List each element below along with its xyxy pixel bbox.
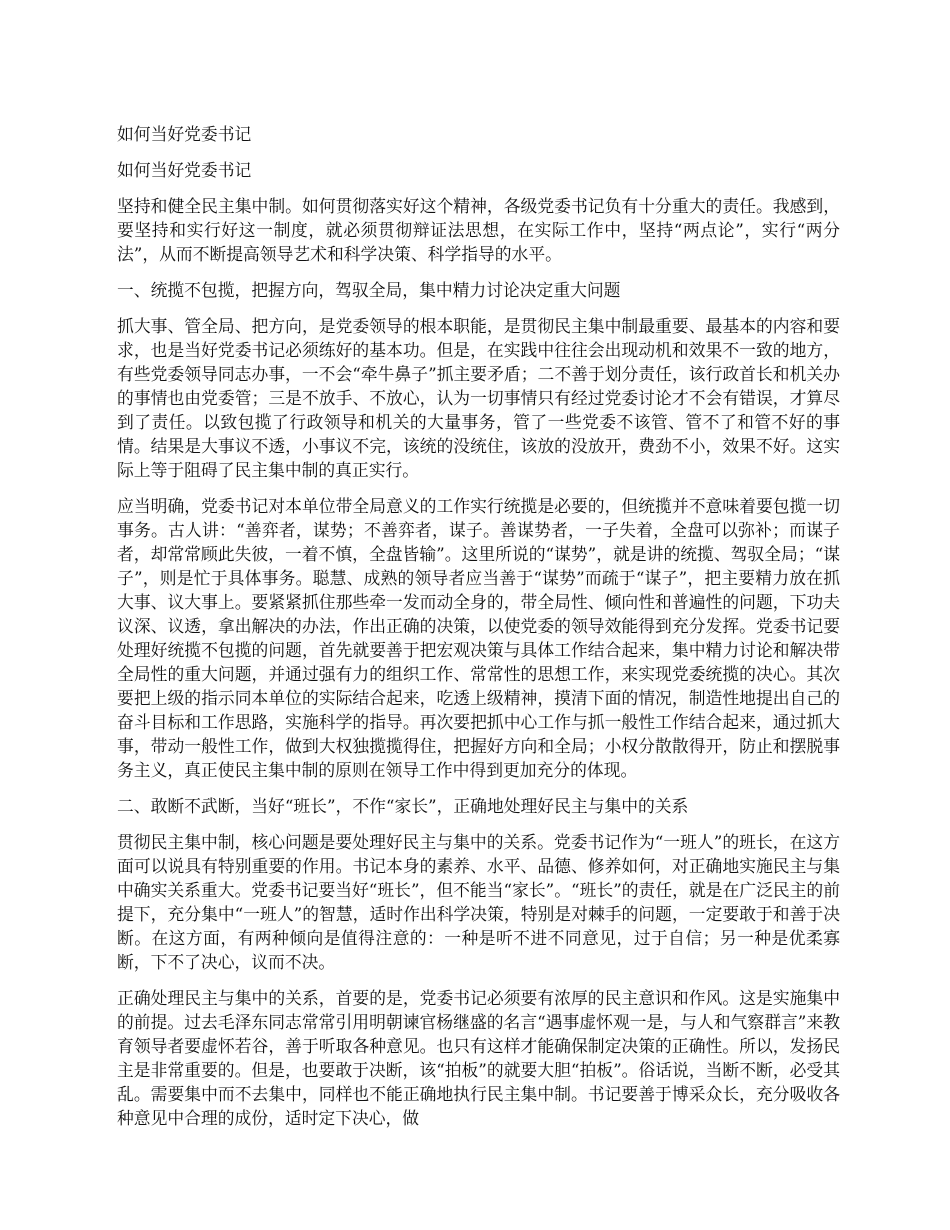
section-heading-1: 一、统揽不包揽，把握方向，驾驭全局，集中精力讨论决定重大问题 [117,280,621,300]
document-title: 如何当好党委书记 [117,124,252,144]
body-paragraph: 抓大事、管全局、把方向，是党委领导的根本职能，是贯彻民主集中制最重要、最基本的内容和要求，也是当好党委书记必须练好的基本功。但是，在实践中往往会出现动机和效果不一致的地方，有些党委领导同志办事，一不会“牵牛鼻子”抓主要矛盾；二不善于划分责任，该行政首长和机关办的事情也由党委管；三是不放手、不放心，认为一切事情只有经过党委讨论才不会有错误，才算尽到了责任。以致包揽了行政领导和机关的大量事务，管了一些党委不该管、管不了和管不好的事情。结果是大事议不透，小事议不完，该统的没统住，该放的没放开，费劲不小，效果不好。这实际上等于阻碍了民主集中制的真正实行。 [117,316,840,480]
section-heading-2: 二、敢断不武断，当好“班长”，不作“家长”，正确地处理好民主与集中的关系 [117,796,689,816]
body-paragraph: 正确处理民主与集中的关系，首要的是，党委书记必须要有浓厚的民主意识和作风。这是实施集中的前提。过去毛泽东同志常常引用明朝谏官杨继盛的名言“遇事虚怀观一是，与人和气察群言”来教育领导者要虚怀若谷，善于听取各种意见。也只有这样才能确保制定决策的正确性。所以，发扬民主是非常重要的。但是，也要敢于决断，该“拍板”的就要大胆“拍板”。俗话说，当断不断，必受其乱。需要集中而不去集中，同样也不能正确地执行民主集中制。书记要善于博采众长，充分吸收各种意见中合理的成份，适时定下决心，做 [117,988,840,1128]
intro-paragraph: 坚持和健全民主集中制。如何贯彻落实好这个精神，各级党委书记负有十分重大的责任。我感到，要坚持和实行好这一制度，就必须贯彻辩证法思想，在实际工作中，坚持“两点论”，实行“两分法”，从而不断提高领导艺术和科学决策、科学指导的水平。 [117,196,840,264]
document-subtitle: 如何当好党委书记 [117,160,252,180]
document-body [117,122,840,1142]
body-paragraph: 贯彻民主集中制，核心问题是要处理好民主与集中的关系。党委书记作为“一班人”的班长，在这方面可以说具有特别重要的作用。书记本身的素养、水平、品德、修养如何，对正确地实施民主与集中确实关系重大。党委书记要当好“班长”，但不能当“家长”。“班长”的责任，就是在广泛民主的前提下，充分集中“一班人”的智慧，适时作出科学决策，特别是对棘手的问题，一定要敢于和善于决断。在这方面，有两种倾向是值得注意的：一种是听不进不同意见，过于自信；另一种是优柔寡断，下不了决心，议而不决。 [117,832,840,972]
body-paragraph: 应当明确，党委书记对本单位带全局意义的工作实行统揽是必要的，但统揽并不意味着要包揽一切事务。古人讲：“善弈者，谋势；不善弈者，谋子。善谋势者，一子失着，全盘可以弥补；而谋子者，却常常顾此失彼，一着不慎，全盘皆输”。这里所说的“谋势”，就是讲的统揽、驾驭全局；“谋子”，则是忙于具体事务。聪慧、成熟的领导者应当善于“谋势”而疏于“谋子”，把主要精力放在抓大事、议大事上。要紧紧抓住那些牵一发而动全身的，带全局性、倾向性和普遍性的问题，下功夫议深、议透，拿出解决的办法，作出正确的决策，以使党委的领导效能得到充分发挥。党委书记要处理好统揽不包揽的问题，首先就要善于把宏观决策与具体工作结合起来，集中精力讨论和解决带全局性的重大问题，并通过强有力的组织工作、常常性的思想工作，来实现党委统揽的决心。其次要把上级的指示同本单位的实际结合起来，吃透上级精神，摸清下面的情况，制造性地提出自己的奋斗目标和工作思路，实施科学的指导。再次要把抓中心工作与抓一般性工作结合起来，通过抓大事，带动一般性工作，做到大权独揽揽得住，把握好方向和全局；小权分散散得开，防止和摆脱事务主义，真正使民主集中制的原则在领导工作中得到更加充分的体现。 [117,496,840,780]
